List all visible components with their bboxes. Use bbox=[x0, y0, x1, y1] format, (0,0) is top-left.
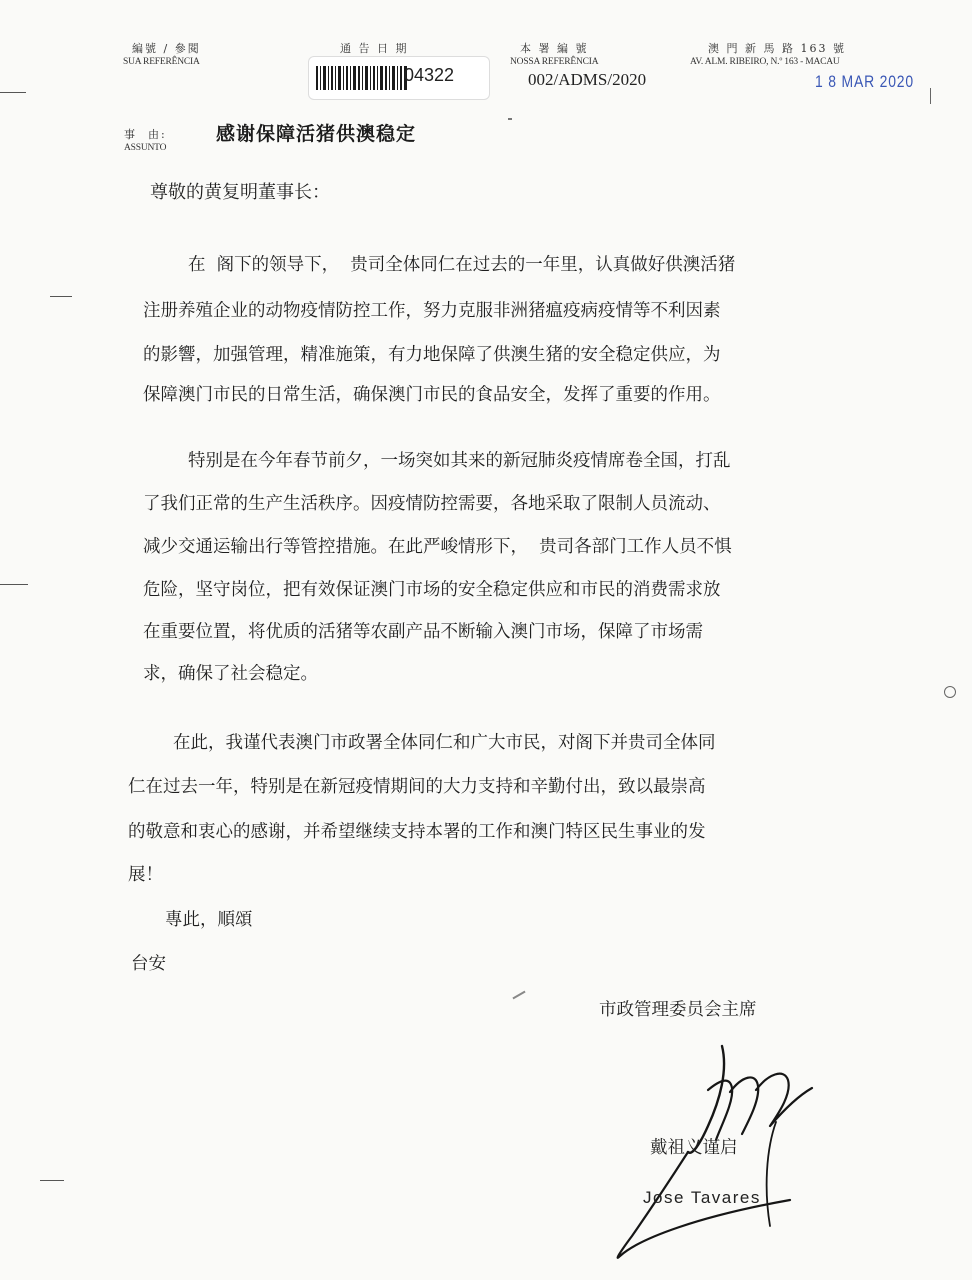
paragraph-2-line: 减少交通运输出行等管控措施。在此严峻情形下， 贵司各部门工作人员不惧 bbox=[143, 537, 732, 557]
paragraph-3-line: 展！ bbox=[128, 865, 163, 885]
margin-mark bbox=[40, 1180, 64, 1181]
date-stamp: 1 8 MAR 2020 bbox=[815, 72, 914, 91]
margin-mark bbox=[0, 584, 28, 585]
paragraph-3-line: 仁在过去一年，特别是在新冠疫情期间的大力支持和辛勤付出，致以最崇高 bbox=[128, 777, 706, 797]
address-zh: 澳 門 新 馬 路 163 號 bbox=[708, 42, 846, 55]
closing-line-1: 專此，順頌 bbox=[165, 910, 253, 930]
our-ref-value: 002/ADMS/2020 bbox=[528, 70, 647, 89]
paragraph-2-line: 了我们正常的生产生活秩序。因疫情防控需要，各地采取了限制人员流动、 bbox=[143, 494, 721, 514]
paragraph-3-line: 在此，我谨代表澳门市政署全体同仁和广大市民，对阁下并贵司全体同 bbox=[173, 733, 716, 753]
paragraph-1-line: 在 阁下的领导下， 贵司全体同仁在过去的一年里，认真做好供澳活猪 bbox=[188, 255, 736, 275]
margin-mark bbox=[50, 296, 72, 297]
margin-mark bbox=[930, 88, 931, 104]
subject-label-pt: ASSUNTO bbox=[124, 143, 167, 153]
paragraph-2-line: 在重要位置，将优质的活猪等农副产品不断输入澳门市场，保障了市场需 bbox=[143, 622, 703, 642]
margin-mark bbox=[0, 92, 26, 93]
paragraph-1-line: 注册养殖企业的动物疫情防控工作，努力克服非洲猪瘟疫病疫情等不利因素 bbox=[143, 301, 721, 321]
your-ref-label-pt: SUA REFERÊNCIA bbox=[123, 57, 200, 67]
signatory-title: 市政管理委员会主席 bbox=[599, 1000, 757, 1020]
notice-date-label: 通 告 日 期 bbox=[340, 42, 409, 55]
closing-line-2: 台安 bbox=[131, 954, 166, 974]
our-ref-label-zh: 本 署 編 號 bbox=[520, 42, 589, 55]
subject-label-zh: 事 由: bbox=[124, 128, 167, 141]
signatory-name-zh: 戴祖义谨启 bbox=[650, 1138, 738, 1158]
paragraph-2-line: 特别是在今年春节前夕，一场突如其来的新冠肺炎疫情席卷全国，打乱 bbox=[188, 451, 731, 471]
signatory-name-pt: Jose Tavares bbox=[643, 1188, 761, 1207]
paragraph-2-line: 危险，坚守岗位，把有效保证澳门市场的安全稳定供应和市民的消费需求放 bbox=[143, 580, 721, 600]
your-ref-label-zh: 編號 / 參閱 bbox=[132, 42, 201, 55]
barcode-icon bbox=[316, 66, 408, 90]
address-pt: AV. ALM. RIBEIRO, N.º 163 - MACAU bbox=[690, 57, 840, 67]
scan-speck bbox=[512, 991, 525, 1000]
barcode-number: 04322 bbox=[404, 65, 455, 85]
paragraph-2-line: 求，确保了社会稳定。 bbox=[143, 664, 318, 684]
paragraph-3-line: 的敬意和衷心的感谢，并希望继续支持本署的工作和澳门特区民生事业的发 bbox=[128, 822, 706, 842]
our-ref-label-pt: NOSSA REFERÊNCIA bbox=[510, 57, 599, 67]
punch-hole-icon bbox=[944, 686, 956, 698]
scan-speck bbox=[508, 118, 512, 120]
paragraph-1-line: 保障澳门市民的日常生活，确保澳门市民的食品安全，发挥了重要的作用。 bbox=[143, 385, 721, 405]
subject-text: 感谢保障活猪供澳稳定 bbox=[216, 123, 417, 145]
paragraph-1-line: 的影響，加强管理，精准施策，有力地保障了供澳生猪的安全稳定供应，为 bbox=[143, 345, 721, 365]
salutation: 尊敬的黄复明董事长： bbox=[150, 182, 330, 203]
barcode-sticker bbox=[308, 56, 490, 100]
